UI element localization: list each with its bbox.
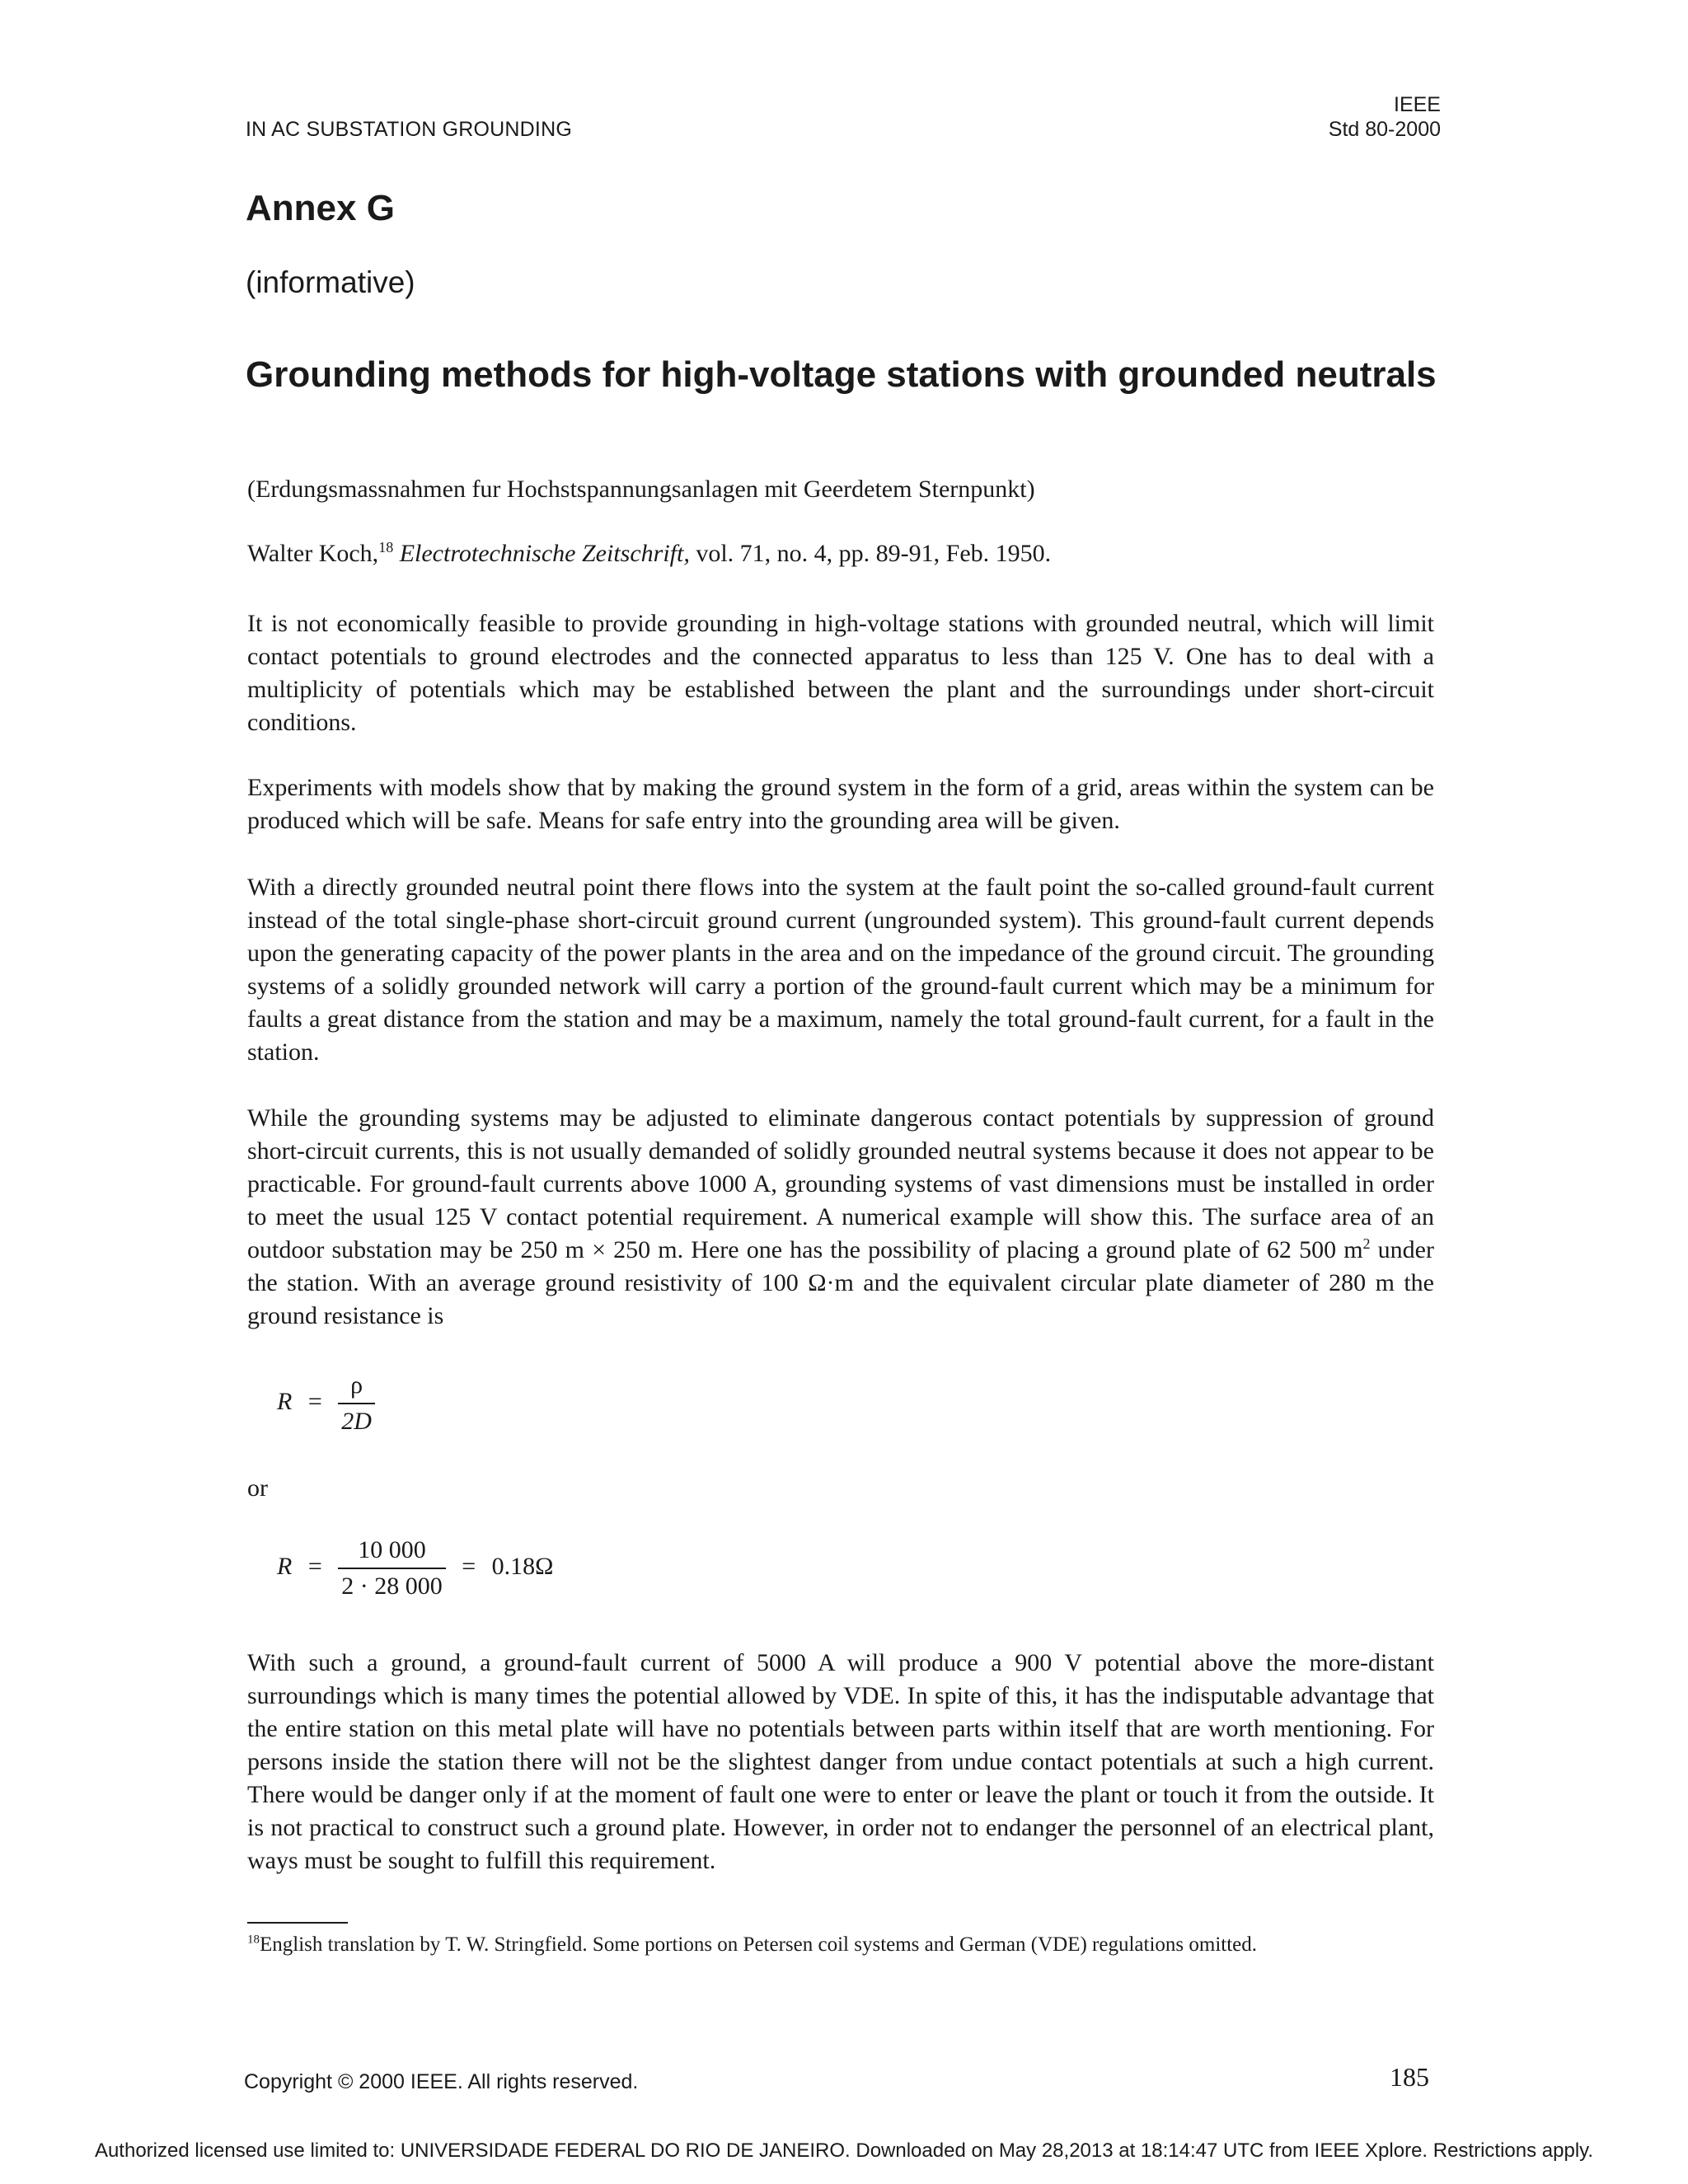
- paragraph-1: [247, 607, 1434, 739]
- footnote-number: 18: [247, 1933, 260, 1947]
- eq2-numerator: 10 000: [338, 1536, 446, 1569]
- eq1-numerator: ρ: [338, 1371, 375, 1404]
- header-standard: Std 80-2000: [1328, 118, 1441, 141]
- eq2-fraction: [338, 1536, 446, 1601]
- eq2-denominator: 2 · 28 000: [341, 1572, 443, 1600]
- or-text: or: [247, 1474, 268, 1502]
- paragraph-2: [247, 771, 1434, 837]
- annex-type: (informative): [246, 265, 415, 299]
- annex-title: Grounding methods for high-voltage stations with grounded neutrals: [246, 354, 1437, 395]
- eq2-equals-2: =: [462, 1552, 476, 1580]
- paragraph-3: [247, 871, 1434, 1069]
- eq1-fraction: [338, 1371, 375, 1436]
- paragraph-4-part-a: While the grounding systems may be adjusted to eliminate dangerous contact potentials by suppression of ground short-circuit currents, this is not usually demanded of solidly grounded neutral systems because it does not appear to be practicable. For ground-fault currents above 1000 A, grounding systems of vast dimensions must be installed in order to meet the usual 125 V contact potential requirement. A numerical example will show this. The surface area of an outdoor substation may be 250 m × 250 m. Here one has the possibility of placing a ground plate of 62 500 m: [247, 1104, 1434, 1263]
- footnote: [247, 1933, 1257, 1957]
- paragraph-4-text: [247, 1102, 1434, 1333]
- original-title: (Erdungsmassnahmen fur Hochstspannungsanlagen mit Geerdetem Sternpunkt): [247, 476, 1035, 503]
- citation-details: vol. 71, no. 4, pp. 89-91, Feb. 1950.: [689, 540, 1052, 567]
- eq2-result: 0.18Ω: [491, 1552, 554, 1580]
- eq2-lhs: R: [277, 1552, 293, 1580]
- footnote-rule: [247, 1922, 348, 1924]
- authorization-notice: Authorized licensed use limited to: UNIVERSIDADE FEDERAL DO RIO DE JANEIRO. Downloaded on May 28,2013 at 18:14:47 UTC from IEEE Xplore. Restrictions apply.: [94, 2139, 1594, 2162]
- journal-name: Electrotechnische Zeitschrift,: [399, 540, 690, 567]
- equation-1: [277, 1371, 375, 1436]
- eq2-equals: =: [307, 1552, 322, 1580]
- eq1-equals: =: [307, 1387, 322, 1415]
- footnote-reference: 18: [378, 539, 394, 555]
- paragraph-4-part-b: under the station. With an average ground resistivity of 100 Ω·m and the equivalent circular plate diameter of 280 m the ground resistance is: [247, 1236, 1434, 1329]
- copyright-notice: Copyright © 2000 IEEE. All rights reserved.: [244, 2070, 639, 2093]
- eq1-denominator: 2D: [341, 1408, 372, 1435]
- paragraph-1-text: It is not economically feasible to provide grounding in high-voltage stations with grounded neutral, which will limit contact potentials to ground electrodes and the connected apparatus to less than 125 V. One has to deal with a multiplicity of potentials which may be established between the plant and the surroundings under short-circuit conditions.: [247, 610, 1434, 736]
- page-number: 185: [1390, 2062, 1429, 2092]
- superscript-2: 2: [1362, 1235, 1371, 1252]
- paragraph-5-text: With such a ground, a ground-fault current of 5000 A will produce a 900 V potential above the more-distant surroundings which is many times the potential allowed by VDE. In spite of this, it has the indisputable advantage that the entire station on this metal plate will have no potentials between parts within itself that are worth mentioning. For persons inside the station there will not be the slightest danger from undue contact potentials at such a high current. There would be danger only if at the moment of fault one were to enter or leave the plant or touch it from the outside. It is not practical to construct such a ground plate. However, in order not to endanger the personnel of an electrical plant, ways must be sought to fulfill this requirement.: [247, 1649, 1434, 1874]
- footnote-text: English translation by T. W. Stringfield. Some portions on Petersen coil systems and German (VDE) regulations omitted.: [260, 1933, 1258, 1956]
- paragraph-4: [247, 1102, 1434, 1333]
- equation-2: [277, 1536, 553, 1601]
- annex-label: Annex G: [246, 188, 395, 228]
- author: Walter Koch,: [247, 540, 379, 567]
- running-header-right: [1329, 92, 1441, 142]
- running-header-left: IN AC SUBSTATION GROUNDING: [246, 118, 572, 141]
- paragraph-2-text: Experiments with models show that by making the ground system in the form of a grid, areas within the system can be produced which will be safe. Means for safe entry into the grounding area will be given.: [247, 774, 1434, 834]
- eq1-lhs: R: [277, 1387, 293, 1415]
- header-org: IEEE: [1394, 93, 1441, 116]
- citation-line: [247, 537, 1434, 570]
- paragraph-5: [247, 1647, 1434, 1877]
- paragraph-3-text: With a directly grounded neutral point there flows into the system at the fault point the so-called ground-fault current instead of the total single-phase short-circuit ground current (ungrounded system). This ground-fault current depends upon the generating capacity of the power plants in the area and on the impedance of the ground circuit. The grounding systems of a solidly grounded network will carry a portion of the ground-fault current which may be a minimum for faults a great distance from the station and may be a maximum, namely the total ground-fault current, for a fault in the station.: [247, 874, 1434, 1066]
